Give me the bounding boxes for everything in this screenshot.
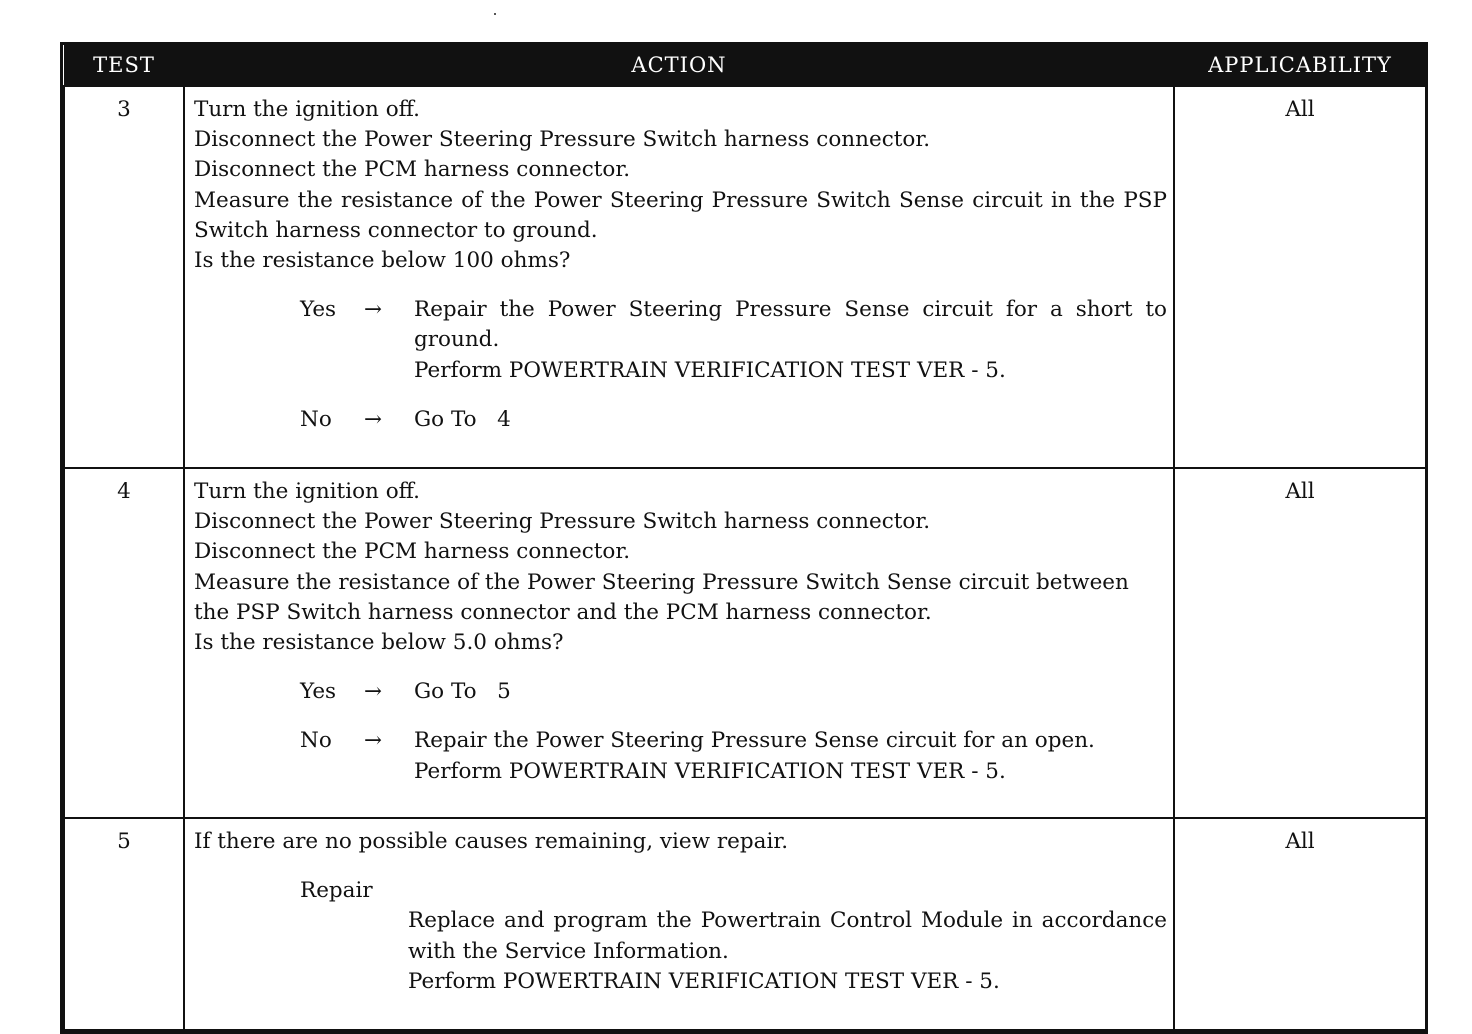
repair-text: Perform POWERTRAIN VERIFICATION TEST VER - 5. (408, 968, 1000, 994)
step-text: Measure the resistance of the Power Steering Pressure Switch Sense circuit in the PSP Switch harness connector to ground. (194, 187, 1167, 243)
result-no (194, 726, 1167, 786)
step-text: Disconnect the Power Steering Pressure Switch harness connector. (194, 509, 931, 535)
arrow-right-icon: → (364, 406, 383, 432)
goto-link[interactable]: Go To 4 (414, 406, 511, 432)
result-label: Yes (300, 297, 337, 323)
header-row (64, 45, 1426, 86)
result-yes (194, 677, 1167, 707)
result-label: No (300, 406, 332, 432)
action-cell (184, 818, 1174, 1030)
test-number: 4 (64, 468, 184, 818)
result-label: No (300, 728, 332, 754)
stray-mark (494, 13, 496, 15)
step-text: Measure the resistance of the Power Steering Pressure Switch Sense circuit between the PSP Switch harness connector and the PCM harness connector. (194, 569, 1129, 625)
arrow-right-icon: → (364, 679, 383, 705)
table-row (64, 86, 1426, 468)
result-text: Perform POWERTRAIN VERIFICATION TEST VER - 5. (414, 357, 1006, 383)
test-number: 5 (64, 818, 184, 1030)
diagnostic-table (60, 42, 1428, 1034)
step-text: Turn the ignition off. (194, 97, 420, 122)
arrow-right-icon: → (364, 728, 383, 754)
header-test: TEST (64, 45, 184, 86)
result-text: Repair the Power Steering Pressure Sense circuit for a short to ground. (414, 297, 1167, 353)
arrow-right-icon: → (364, 297, 383, 323)
step-question: Is the resistance below 5.0 ohms? (194, 630, 564, 656)
step-text: Disconnect the PCM harness connector. (194, 539, 631, 565)
header-applicability: APPLICABILITY (1174, 45, 1426, 86)
header-action: ACTION (184, 45, 1174, 86)
repair-label: Repair (300, 878, 373, 904)
action-cell (184, 468, 1174, 818)
action-cell (184, 86, 1174, 468)
repair-block (194, 876, 1167, 997)
table-row (64, 818, 1426, 1030)
step-text: Turn the ignition off. (194, 479, 420, 504)
goto-link[interactable]: Go To 5 (414, 679, 511, 705)
step-text: Disconnect the Power Steering Pressure Switch harness connector. (194, 127, 931, 153)
table-row (64, 468, 1426, 818)
result-label: Yes (300, 679, 337, 705)
test-number: 3 (64, 86, 184, 468)
result-text: Perform POWERTRAIN VERIFICATION TEST VER - 5. (414, 758, 1006, 784)
applicability-cell: All (1174, 818, 1426, 1030)
step-text: Disconnect the PCM harness connector. (194, 157, 631, 183)
step-text: If there are no possible causes remaining, view repair. (194, 829, 789, 854)
result-yes (194, 295, 1167, 386)
applicability-cell: All (1174, 86, 1426, 468)
applicability-cell: All (1174, 468, 1426, 818)
result-text: Repair the Power Steering Pressure Sense circuit for an open. (414, 728, 1095, 754)
repair-text: Replace and program the Powertrain Control Module in accordance with the Service Information. (408, 908, 1167, 964)
result-no (194, 405, 1167, 435)
step-question: Is the resistance below 100 ohms? (194, 248, 571, 274)
